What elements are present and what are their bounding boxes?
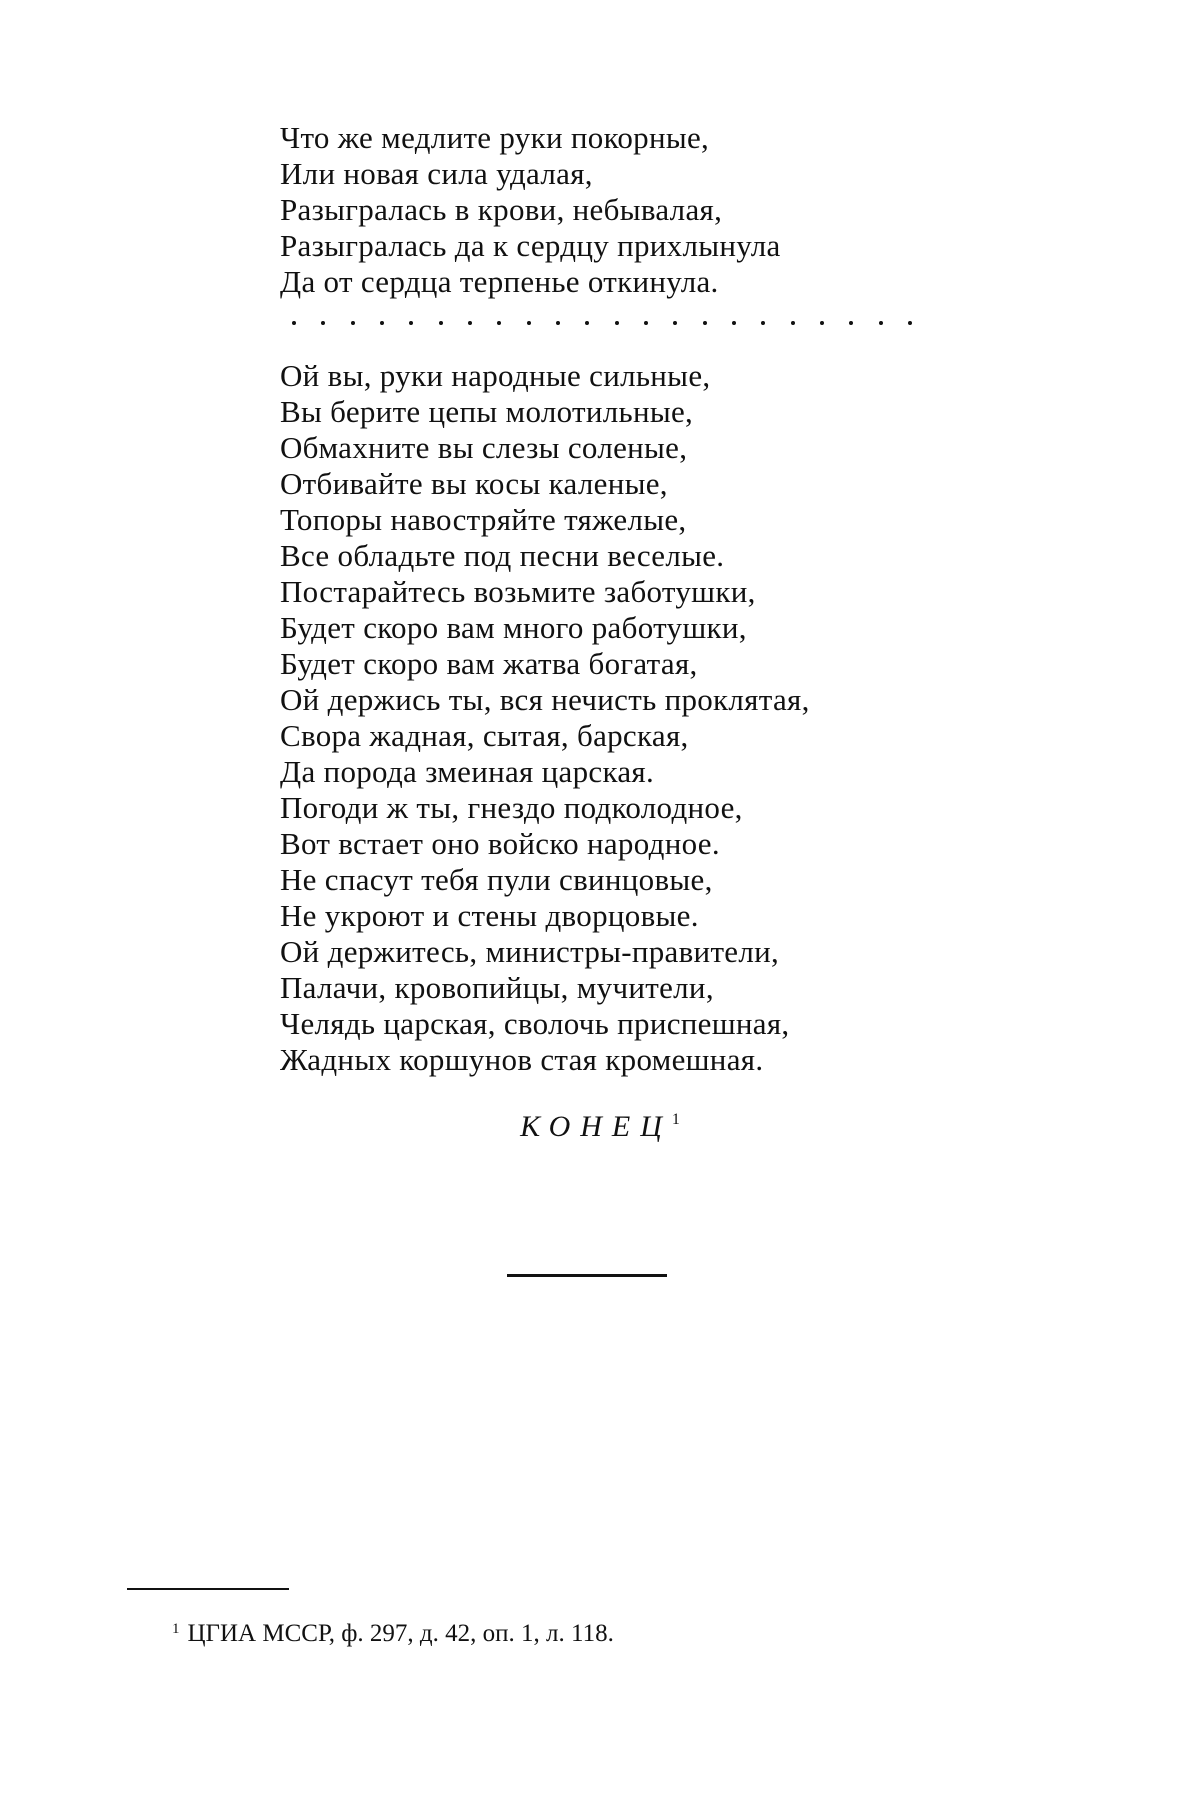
dot — [849, 321, 853, 325]
poem-line: Палачи, кровопийцы, мучители, — [280, 970, 714, 1005]
dot — [380, 321, 384, 325]
dot — [615, 321, 619, 325]
poem-line: Да порода змеиная царская. — [280, 754, 655, 789]
poem-line: Ой держись ты, вся нечисть проклятая, — [280, 682, 810, 717]
poem-line: Топоры навостряйте тяжелые, — [280, 502, 687, 537]
poem-line: Не спасут тебя пули свинцовые, — [280, 862, 713, 897]
footnote-reference[interactable]: 1 — [671, 1111, 680, 1128]
poem-line: Отбивайте вы косы каленые, — [280, 466, 668, 501]
poem-line: Постарайтесь возьмите заботушки, — [280, 574, 756, 609]
dot — [321, 321, 325, 325]
poem-line: Что же медлите руки покорные, — [280, 120, 710, 155]
poem-line: Вы берите цепы молотильные, — [280, 394, 694, 429]
dot — [585, 321, 589, 325]
poem-line: Жадных коршунов стая кромешная. — [280, 1042, 764, 1077]
poem-line: Челядь царская, сволочь приспешная, — [280, 1006, 790, 1041]
poem-line: Не укроют и стены дворцовые. — [280, 898, 699, 933]
poem-line: Будет скоро вам много работушки, — [280, 610, 747, 645]
section-divider — [507, 1274, 667, 1277]
poem-line: Да от сердца терпенье откинула. — [280, 264, 719, 299]
poem-line: Или новая сила удалая, — [280, 156, 593, 191]
dot — [468, 321, 472, 325]
poem-line: Ой вы, руки народные сильные, — [280, 358, 711, 393]
poem-line: Будет скоро вам жатва богатая, — [280, 646, 698, 681]
end-mark-text: КОНЕЦ — [520, 1110, 672, 1143]
dot — [732, 321, 736, 325]
poem-line: Погоди ж ты, гнездо подколодное, — [280, 790, 743, 825]
dot — [703, 321, 707, 325]
dot — [644, 321, 648, 325]
dot — [820, 321, 824, 325]
dot — [879, 321, 883, 325]
poem-line: Разыгралась в крови, небывалая, — [280, 192, 723, 227]
dot — [292, 321, 296, 325]
poem-line: Вот встает оно войско народное. — [280, 826, 720, 861]
omission-dots — [292, 316, 912, 330]
footnote-marker: 1 — [172, 1621, 180, 1637]
footnote-rule — [127, 1588, 289, 1590]
poem-line: Разыгралась да к сердцу прихлынула — [280, 228, 781, 263]
poem-stanza-2 — [280, 358, 810, 1078]
dot — [527, 321, 531, 325]
footnote — [172, 1620, 614, 1648]
dot — [761, 321, 765, 325]
dot — [351, 321, 355, 325]
poem-line: Все обладьте под песни веселые. — [280, 538, 725, 573]
footnote-text: ЦГИА МССР, ф. 297, д. 42, оп. 1, л. 118. — [187, 1620, 614, 1647]
dot — [439, 321, 443, 325]
dot — [908, 321, 912, 325]
dot — [673, 321, 677, 325]
dot — [791, 321, 795, 325]
poem-stanza-1 — [280, 120, 781, 300]
poem-line: Ой держитесь, министры-правители, — [280, 934, 780, 969]
dot — [409, 321, 413, 325]
dot — [556, 321, 560, 325]
poem-line: Свора жадная, сытая, барская, — [280, 718, 689, 753]
end-mark — [0, 1110, 1200, 1144]
dot — [497, 321, 501, 325]
poem-line: Обмахните вы слезы соленые, — [280, 430, 688, 465]
